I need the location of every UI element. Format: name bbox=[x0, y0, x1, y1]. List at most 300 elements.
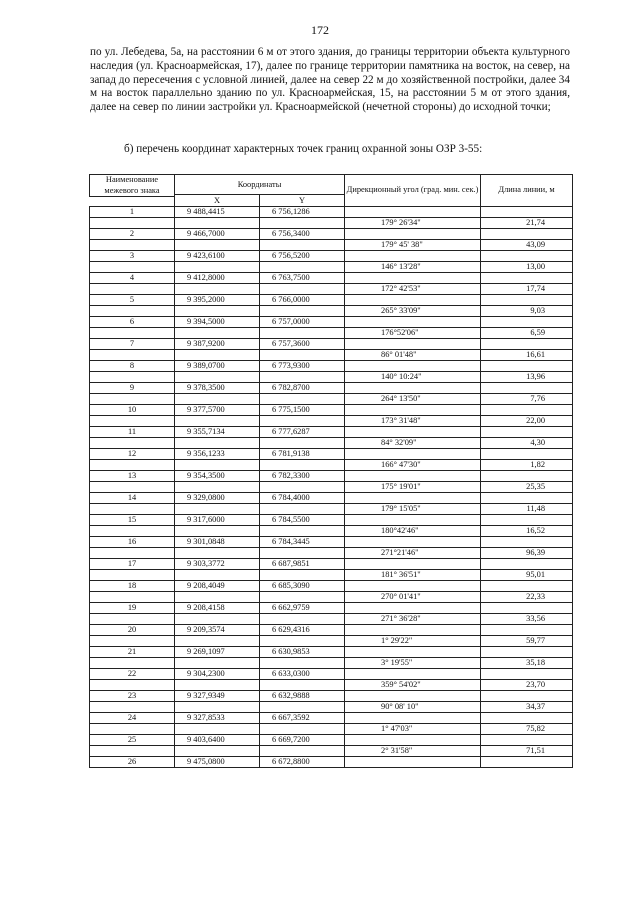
segment-row bbox=[90, 328, 573, 339]
empty-cell bbox=[175, 548, 260, 559]
point-row bbox=[90, 449, 573, 460]
point-number: 12 bbox=[90, 449, 175, 460]
header-direction-angle: Дирекционный угол (град. мин. сек.) bbox=[345, 175, 481, 207]
empty-cell bbox=[481, 317, 573, 328]
segment-row bbox=[90, 460, 573, 471]
point-x: 9 317,6000 bbox=[175, 515, 260, 526]
empty-cell bbox=[260, 548, 345, 559]
page-number: 172 bbox=[311, 23, 329, 37]
empty-cell bbox=[481, 757, 573, 768]
empty-cell bbox=[260, 702, 345, 713]
empty-cell bbox=[260, 262, 345, 273]
empty-cell bbox=[345, 383, 481, 394]
empty-cell bbox=[175, 218, 260, 229]
point-row bbox=[90, 273, 573, 284]
point-row bbox=[90, 251, 573, 262]
empty-cell bbox=[260, 372, 345, 383]
point-y: 6 782,8700 bbox=[260, 383, 345, 394]
empty-cell bbox=[260, 614, 345, 625]
segment-row bbox=[90, 636, 573, 647]
segment-row bbox=[90, 262, 573, 273]
point-x: 9 269,1097 bbox=[175, 647, 260, 658]
point-x: 9 327,8533 bbox=[175, 713, 260, 724]
segment-length: 35,18 bbox=[481, 658, 573, 669]
empty-cell bbox=[481, 515, 573, 526]
empty-cell bbox=[345, 427, 481, 438]
point-x: 9 378,3500 bbox=[175, 383, 260, 394]
empty-cell bbox=[481, 493, 573, 504]
empty-cell bbox=[260, 218, 345, 229]
empty-cell bbox=[90, 372, 175, 383]
empty-cell bbox=[175, 526, 260, 537]
empty-cell bbox=[90, 614, 175, 625]
empty-cell bbox=[175, 372, 260, 383]
empty-cell bbox=[260, 482, 345, 493]
segment-length: 1,82 bbox=[481, 460, 573, 471]
segment-angle: 1° 29'22" bbox=[345, 636, 481, 647]
empty-cell bbox=[175, 746, 260, 757]
point-row bbox=[90, 603, 573, 614]
empty-cell bbox=[175, 438, 260, 449]
point-x: 9 303,3772 bbox=[175, 559, 260, 570]
segment-row bbox=[90, 482, 573, 493]
segment-length: 22,00 bbox=[481, 416, 573, 427]
segment-row bbox=[90, 438, 573, 449]
empty-cell bbox=[345, 713, 481, 724]
point-number: 26 bbox=[90, 757, 175, 768]
point-y: 6 784,3445 bbox=[260, 537, 345, 548]
segment-row bbox=[90, 592, 573, 603]
point-y: 6 784,5500 bbox=[260, 515, 345, 526]
point-x: 9 329,0800 bbox=[175, 493, 260, 504]
segment-length: 75,82 bbox=[481, 724, 573, 735]
segment-length: 16,52 bbox=[481, 526, 573, 537]
point-number: 4 bbox=[90, 273, 175, 284]
segment-length: 21,74 bbox=[481, 218, 573, 229]
point-y: 6 784,4000 bbox=[260, 493, 345, 504]
point-row bbox=[90, 383, 573, 394]
point-number: 8 bbox=[90, 361, 175, 372]
point-y: 6 757,0000 bbox=[260, 317, 345, 328]
header-boundary-mark: Наименование межевого знака bbox=[90, 175, 175, 197]
point-row bbox=[90, 295, 573, 306]
segment-row bbox=[90, 548, 573, 559]
empty-cell bbox=[90, 526, 175, 537]
empty-cell bbox=[175, 592, 260, 603]
empty-cell bbox=[260, 394, 345, 405]
point-number: 19 bbox=[90, 603, 175, 614]
empty-cell bbox=[260, 284, 345, 295]
empty-cell bbox=[481, 603, 573, 614]
segment-angle: 166° 47'30" bbox=[345, 460, 481, 471]
point-y: 6 777,6287 bbox=[260, 427, 345, 438]
empty-cell bbox=[345, 361, 481, 372]
empty-cell bbox=[90, 482, 175, 493]
segment-angle: 271° 36'28" bbox=[345, 614, 481, 625]
segment-angle: 1° 47'03" bbox=[345, 724, 481, 735]
point-x: 9 412,8000 bbox=[175, 273, 260, 284]
segment-length: 6,59 bbox=[481, 328, 573, 339]
coordinates-table-body bbox=[90, 207, 573, 768]
empty-cell bbox=[90, 284, 175, 295]
point-number: 2 bbox=[90, 229, 175, 240]
point-row bbox=[90, 691, 573, 702]
segment-angle: 271°21'46" bbox=[345, 548, 481, 559]
point-x: 9 488,4415 bbox=[175, 207, 260, 218]
segment-row bbox=[90, 702, 573, 713]
point-row bbox=[90, 581, 573, 592]
empty-cell bbox=[345, 449, 481, 460]
empty-cell bbox=[90, 636, 175, 647]
empty-cell bbox=[345, 647, 481, 658]
segment-row bbox=[90, 570, 573, 581]
segment-length: 13,96 bbox=[481, 372, 573, 383]
empty-cell bbox=[345, 625, 481, 636]
segment-row bbox=[90, 680, 573, 691]
empty-cell bbox=[175, 416, 260, 427]
point-x: 9 395,2000 bbox=[175, 295, 260, 306]
empty-cell bbox=[481, 537, 573, 548]
segment-angle: 270° 01'41" bbox=[345, 592, 481, 603]
segment-angle: 179° 45' 38" bbox=[345, 240, 481, 251]
point-number: 21 bbox=[90, 647, 175, 658]
empty-cell bbox=[260, 526, 345, 537]
empty-cell bbox=[481, 735, 573, 746]
empty-cell bbox=[90, 438, 175, 449]
point-row bbox=[90, 757, 573, 768]
segment-length: 17,74 bbox=[481, 284, 573, 295]
empty-cell bbox=[345, 229, 481, 240]
point-number: 25 bbox=[90, 735, 175, 746]
segment-row bbox=[90, 372, 573, 383]
empty-cell bbox=[175, 570, 260, 581]
segment-length: 96,39 bbox=[481, 548, 573, 559]
segment-row bbox=[90, 614, 573, 625]
segment-length: 33,56 bbox=[481, 614, 573, 625]
segment-angle: 173° 31'48" bbox=[345, 416, 481, 427]
empty-cell bbox=[175, 306, 260, 317]
empty-cell bbox=[481, 669, 573, 680]
empty-cell bbox=[260, 592, 345, 603]
empty-cell bbox=[481, 405, 573, 416]
point-x: 9 389,0700 bbox=[175, 361, 260, 372]
point-row bbox=[90, 669, 573, 680]
empty-cell bbox=[90, 570, 175, 581]
list-heading: б) перечень координат характерных точек границ охранной зоны ОЗР 3-55: bbox=[124, 143, 483, 155]
empty-cell bbox=[90, 680, 175, 691]
segment-angle: 172° 42'53" bbox=[345, 284, 481, 295]
empty-cell bbox=[260, 240, 345, 251]
point-x: 9 327,9349 bbox=[175, 691, 260, 702]
point-number: 23 bbox=[90, 691, 175, 702]
empty-cell bbox=[90, 350, 175, 361]
point-number: 22 bbox=[90, 669, 175, 680]
point-y: 6 672,8800 bbox=[260, 757, 345, 768]
empty-cell bbox=[175, 240, 260, 251]
empty-cell bbox=[260, 680, 345, 691]
point-number: 6 bbox=[90, 317, 175, 328]
segment-length: 25,35 bbox=[481, 482, 573, 493]
segment-angle: 140° 10:24" bbox=[345, 372, 481, 383]
empty-cell bbox=[260, 636, 345, 647]
segment-row bbox=[90, 284, 573, 295]
segment-angle: 176°52'06" bbox=[345, 328, 481, 339]
empty-cell bbox=[345, 493, 481, 504]
point-x: 9 475,0800 bbox=[175, 757, 260, 768]
segment-row bbox=[90, 724, 573, 735]
point-row bbox=[90, 471, 573, 482]
segment-angle: 3° 19'55" bbox=[345, 658, 481, 669]
empty-cell bbox=[345, 273, 481, 284]
empty-cell bbox=[345, 691, 481, 702]
point-number: 10 bbox=[90, 405, 175, 416]
point-y: 6 756,3400 bbox=[260, 229, 345, 240]
empty-cell bbox=[260, 350, 345, 361]
point-x: 9 423,6100 bbox=[175, 251, 260, 262]
point-y: 6 775,1500 bbox=[260, 405, 345, 416]
point-y: 6 687,9851 bbox=[260, 559, 345, 570]
segment-angle: 90° 08' 10" bbox=[345, 702, 481, 713]
empty-cell bbox=[345, 735, 481, 746]
point-x: 9 356,1233 bbox=[175, 449, 260, 460]
point-x: 9 301,0848 bbox=[175, 537, 260, 548]
empty-cell bbox=[175, 262, 260, 273]
empty-cell bbox=[345, 581, 481, 592]
empty-cell bbox=[481, 295, 573, 306]
point-x: 9 394,5000 bbox=[175, 317, 260, 328]
point-number: 5 bbox=[90, 295, 175, 306]
empty-cell bbox=[90, 306, 175, 317]
point-number: 16 bbox=[90, 537, 175, 548]
empty-cell bbox=[345, 317, 481, 328]
point-row bbox=[90, 537, 573, 548]
segment-row bbox=[90, 416, 573, 427]
empty-cell bbox=[481, 339, 573, 350]
point-number: 1 bbox=[90, 207, 175, 218]
point-x: 9 355,7134 bbox=[175, 427, 260, 438]
empty-cell bbox=[260, 570, 345, 581]
point-y: 6 781,9138 bbox=[260, 449, 345, 460]
point-y: 6 629,4316 bbox=[260, 625, 345, 636]
segment-row bbox=[90, 658, 573, 669]
segment-length: 23,70 bbox=[481, 680, 573, 691]
point-y: 6 756,5200 bbox=[260, 251, 345, 262]
empty-cell bbox=[481, 691, 573, 702]
segment-angle: 264° 13'50" bbox=[345, 394, 481, 405]
empty-cell bbox=[90, 724, 175, 735]
segment-row bbox=[90, 240, 573, 251]
point-row bbox=[90, 207, 573, 218]
segment-length: 71,51 bbox=[481, 746, 573, 757]
empty-cell bbox=[175, 482, 260, 493]
empty-cell bbox=[345, 251, 481, 262]
point-row bbox=[90, 427, 573, 438]
point-number: 14 bbox=[90, 493, 175, 504]
point-y: 6 633,0300 bbox=[260, 669, 345, 680]
empty-cell bbox=[90, 592, 175, 603]
empty-cell bbox=[481, 449, 573, 460]
empty-cell bbox=[90, 658, 175, 669]
empty-cell bbox=[481, 229, 573, 240]
header-coordinates: Координаты bbox=[175, 175, 345, 195]
segment-angle: 146° 13'28" bbox=[345, 262, 481, 273]
empty-cell bbox=[175, 614, 260, 625]
segment-row bbox=[90, 504, 573, 515]
empty-cell bbox=[260, 328, 345, 339]
empty-cell bbox=[90, 328, 175, 339]
segment-length: 43,09 bbox=[481, 240, 573, 251]
empty-cell bbox=[175, 658, 260, 669]
point-number: 18 bbox=[90, 581, 175, 592]
empty-cell bbox=[260, 416, 345, 427]
empty-cell bbox=[175, 504, 260, 515]
segment-length: 4,30 bbox=[481, 438, 573, 449]
point-row bbox=[90, 713, 573, 724]
empty-cell bbox=[175, 284, 260, 295]
empty-cell bbox=[481, 273, 573, 284]
empty-cell bbox=[345, 757, 481, 768]
point-y: 6 756,1286 bbox=[260, 207, 345, 218]
point-row bbox=[90, 405, 573, 416]
point-y: 6 669,7200 bbox=[260, 735, 345, 746]
point-x: 9 354,3500 bbox=[175, 471, 260, 482]
empty-cell bbox=[345, 537, 481, 548]
point-row bbox=[90, 559, 573, 570]
empty-cell bbox=[175, 350, 260, 361]
empty-cell bbox=[90, 262, 175, 273]
point-y: 6 757,3600 bbox=[260, 339, 345, 350]
point-row bbox=[90, 647, 573, 658]
empty-cell bbox=[481, 361, 573, 372]
empty-cell bbox=[481, 559, 573, 570]
empty-cell bbox=[481, 471, 573, 482]
empty-cell bbox=[260, 460, 345, 471]
empty-cell bbox=[481, 625, 573, 636]
empty-cell bbox=[345, 405, 481, 416]
empty-cell bbox=[260, 746, 345, 757]
empty-cell bbox=[90, 702, 175, 713]
coordinates-table bbox=[89, 174, 573, 768]
point-row bbox=[90, 361, 573, 372]
point-number: 13 bbox=[90, 471, 175, 482]
segment-angle: 84° 32'09" bbox=[345, 438, 481, 449]
point-row bbox=[90, 625, 573, 636]
empty-cell bbox=[175, 328, 260, 339]
empty-cell bbox=[345, 515, 481, 526]
empty-cell bbox=[481, 713, 573, 724]
empty-cell bbox=[481, 581, 573, 592]
segment-length: 34,37 bbox=[481, 702, 573, 713]
empty-cell bbox=[175, 636, 260, 647]
point-number: 20 bbox=[90, 625, 175, 636]
empty-cell bbox=[90, 416, 175, 427]
empty-cell bbox=[345, 471, 481, 482]
empty-cell bbox=[175, 680, 260, 691]
empty-cell bbox=[481, 647, 573, 658]
point-x: 9 377,5700 bbox=[175, 405, 260, 416]
point-x: 9 466,7000 bbox=[175, 229, 260, 240]
empty-cell bbox=[90, 746, 175, 757]
segment-angle: 86° 01'48" bbox=[345, 350, 481, 361]
empty-cell bbox=[260, 306, 345, 317]
point-row bbox=[90, 735, 573, 746]
point-y: 6 662,9759 bbox=[260, 603, 345, 614]
empty-cell bbox=[90, 394, 175, 405]
empty-cell bbox=[175, 724, 260, 735]
segment-row bbox=[90, 218, 573, 229]
point-number: 3 bbox=[90, 251, 175, 262]
empty-cell bbox=[481, 383, 573, 394]
point-row bbox=[90, 317, 573, 328]
segment-angle: 179° 15'05" bbox=[345, 504, 481, 515]
empty-cell bbox=[90, 240, 175, 251]
empty-cell bbox=[175, 460, 260, 471]
segment-length: 9,03 bbox=[481, 306, 573, 317]
empty-cell bbox=[260, 504, 345, 515]
point-y: 6 685,3090 bbox=[260, 581, 345, 592]
point-number: 7 bbox=[90, 339, 175, 350]
empty-cell bbox=[260, 724, 345, 735]
segment-length: 7,76 bbox=[481, 394, 573, 405]
point-number: 11 bbox=[90, 427, 175, 438]
empty-cell bbox=[345, 559, 481, 570]
point-number: 17 bbox=[90, 559, 175, 570]
segment-angle: 265° 33'09" bbox=[345, 306, 481, 317]
point-y: 6 630,9853 bbox=[260, 647, 345, 658]
empty-cell bbox=[90, 460, 175, 471]
segment-row bbox=[90, 306, 573, 317]
point-y: 6 763,7500 bbox=[260, 273, 345, 284]
segment-row bbox=[90, 394, 573, 405]
segment-angle: 359° 54'02" bbox=[345, 680, 481, 691]
empty-cell bbox=[481, 427, 573, 438]
empty-cell bbox=[345, 603, 481, 614]
empty-cell bbox=[481, 207, 573, 218]
point-x: 9 403,6400 bbox=[175, 735, 260, 746]
segment-angle: 2° 31'58" bbox=[345, 746, 481, 757]
segment-row bbox=[90, 746, 573, 757]
segment-length: 13,00 bbox=[481, 262, 573, 273]
empty-cell bbox=[260, 658, 345, 669]
segment-length: 16,61 bbox=[481, 350, 573, 361]
point-row bbox=[90, 515, 573, 526]
point-y: 6 782,3300 bbox=[260, 471, 345, 482]
segment-length: 59,77 bbox=[481, 636, 573, 647]
empty-cell bbox=[175, 394, 260, 405]
empty-cell bbox=[345, 339, 481, 350]
header-x: X bbox=[175, 195, 260, 207]
point-x: 9 208,4049 bbox=[175, 581, 260, 592]
empty-cell bbox=[345, 669, 481, 680]
segment-row bbox=[90, 350, 573, 361]
header-y: Y bbox=[260, 195, 345, 207]
segment-angle: 179° 26'34" bbox=[345, 218, 481, 229]
point-number: 15 bbox=[90, 515, 175, 526]
point-y: 6 766,0000 bbox=[260, 295, 345, 306]
point-y: 6 667,3592 bbox=[260, 713, 345, 724]
empty-cell bbox=[481, 251, 573, 262]
header-line-length: Длина линии, м bbox=[481, 175, 573, 207]
point-y: 6 632,9888 bbox=[260, 691, 345, 702]
point-y: 6 773,9300 bbox=[260, 361, 345, 372]
segment-length: 95,01 bbox=[481, 570, 573, 581]
point-x: 9 387,9200 bbox=[175, 339, 260, 350]
segment-angle: 181° 36'51" bbox=[345, 570, 481, 581]
segment-angle: 180°42'46" bbox=[345, 526, 481, 537]
empty-cell bbox=[345, 207, 481, 218]
point-row bbox=[90, 493, 573, 504]
point-x: 9 304,2300 bbox=[175, 669, 260, 680]
